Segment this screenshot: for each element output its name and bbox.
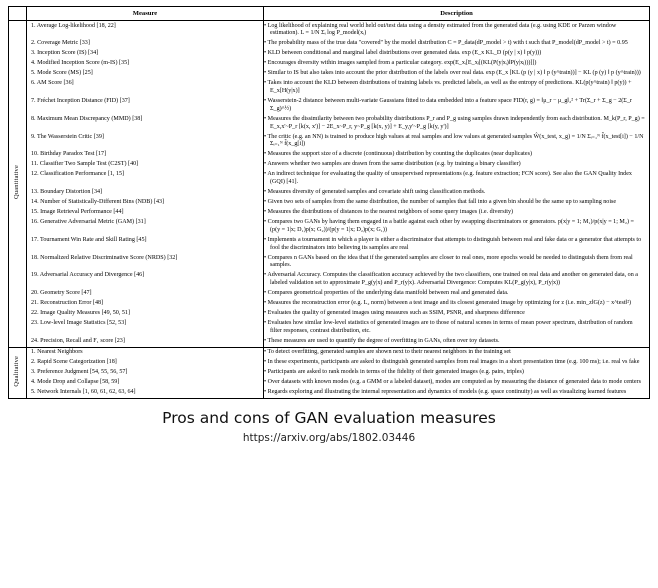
description-cell: • Regards exploring and illustrating the internal representation and dynamics of models (e.g. space continuity) as well as visualizing learned features xyxy=(264,388,627,395)
quantitative-group-label-cell xyxy=(9,21,27,347)
measures-table xyxy=(9,7,649,398)
paper-figure-page xyxy=(0,6,658,588)
measure-cell: 15. Image Retrieval Performance [44] xyxy=(27,208,264,218)
measure-cell: 19. Adversarial Accuracy and Divergence [46] xyxy=(27,271,264,289)
description-cell: • Log likelihood of explaining real world held out/test data using a density estimated from the generated data (e.g. using KDE or Parzen window estimation). L = 1/N Σᵢ log P_model(xᵢ) xyxy=(264,22,617,37)
table-row xyxy=(9,133,649,151)
measure-cell: 5. Network Internals [1, 60, 61, 62, 63, 64] xyxy=(27,388,264,398)
description-cell: • Participants are asked to rank models in terms of the fidelity of their generated images (e.g. pairs, triples) xyxy=(264,368,524,375)
table-row xyxy=(9,21,649,39)
description-cell: • Measures the support size of a discrete (continuous) distribution by counting the duplicates (near duplicates) xyxy=(264,151,532,158)
measure-cell: 20. Geometry Score [47] xyxy=(27,289,264,299)
table-row xyxy=(9,271,649,289)
description-cell: • Evaluates the quality of generated images using measures such as SSIM, PSNR, and sharpness difference xyxy=(264,310,525,317)
description-cell: • Wasserstein-2 distance between multi-variate Gaussians fitted to data embedded into a feature space FID(r, g) = ‖μ_r − μ_g‖₂² + Tr(Σ_r + Σ_g − 2(Σ_r Σ_g)^½) xyxy=(264,98,632,112)
measure-cell: 22. Image Quality Measures [49, 50, 51] xyxy=(27,309,264,319)
figure-caption: Pros and cons of GAN evaluation measures xyxy=(162,408,496,427)
group-column-header xyxy=(9,7,27,21)
table-row xyxy=(9,299,649,309)
description-cell: • Compares geometrical properties of the underlying data manifold between real and generated data. xyxy=(264,290,509,297)
measure-cell: 16. Generative Adversarial Metric (GAM) [31] xyxy=(27,218,264,236)
measure-cell: 1. Nearest Neighbors xyxy=(27,347,264,357)
source-url: https://arxiv.org/abs/1802.03446 xyxy=(242,431,416,444)
description-cell: • The critic (e.g. an NN) is trained to produce high values at real samples and low values at generated samples Ŵ(x_test, x_g) = 1/N Σᵢ₌₁ᴺ f̂(x_test[i]) − 1/N Σᵢ₌₁ᴺ f̂(x_g[i]) xyxy=(264,133,644,148)
description-cell: • Answers whether two samples are drawn from the same distribution (e.g. by training a binary classifier) xyxy=(264,161,521,168)
table-row xyxy=(9,368,649,378)
measure-cell: 7. Fréchet Inception Distance (FID) [37] xyxy=(27,97,264,115)
description-column-header: Description xyxy=(264,7,650,21)
table-row xyxy=(9,97,649,115)
description-cell: • Encourages diversity within images sampled from a particular category. exp(E_xᵢ[E_xⱼ[(KL(P(y|xᵢ)‖P(y|xⱼ)))]]) xyxy=(264,60,537,67)
table-row xyxy=(9,358,649,368)
description-cell: • Compares n GANs based on the idea that if the generated samples are closer to real ones, more epochs would be needed to distinguish them from real samples. xyxy=(264,254,633,269)
description-cell: • KLD between conditional and marginal label distributions over generated data. exp (E_x KL_D (p(y | x) ‖ p(y))) xyxy=(264,50,542,57)
description-cell: • Measures diversity of generated samples and covariate shift using classification methods. xyxy=(264,189,486,196)
table-head xyxy=(9,7,649,21)
description-cell: • Adversarial Accuracy. Computes the classification accuracy achieved by the two classifiers, one trained on real data and another on generated data, on a labeled validation set to approximate P_g(y|x) and P_r(y|x). Adversarial Divergence: Computes KL(P_g(y|x), P_r(y|x)) xyxy=(264,272,638,287)
table-row xyxy=(9,150,649,160)
quantitative-group-label: Quantitative xyxy=(13,165,21,200)
measure-cell: 8. Maximum Mean Discrepancy (MMD) [38] xyxy=(27,115,264,133)
table-row xyxy=(9,188,649,198)
measure-cell: 18. Normalized Relative Discriminative Score (NRDS) [32] xyxy=(27,254,264,272)
description-cell: • Measures the distributions of distances to the nearest neighbors of some query images (i.e. diversity) xyxy=(264,209,514,216)
measure-cell: 17. Tournament Win Rate and Skill Rating [45] xyxy=(27,236,264,254)
table-row xyxy=(9,388,649,398)
measure-cell: 6. AM Score [36] xyxy=(27,79,264,97)
table-row xyxy=(9,236,649,254)
description-cell: • Measures the reconstruction error (e.g. L₂ norm) between a test image and its closest generated image by optimizing for z (i.e. min_z‖G(z) − x^test‖²) xyxy=(264,300,632,307)
description-cell: • Given two sets of samples from the same distribution, the number of samples that fall into a given bin should be the same up to sampling noise xyxy=(264,199,617,206)
table-row xyxy=(9,115,649,133)
table-row xyxy=(9,254,649,272)
measure-cell: 13. Boundary Distortion [34] xyxy=(27,188,264,198)
qualitative-section xyxy=(9,347,649,397)
description-cell: • These measures are used to quantify the degree of overfitting in GANs, often over toy datasets. xyxy=(264,337,500,344)
table-row xyxy=(9,160,649,170)
description-cell: • Compares two GANs by having them engaged in a battle against each other by swapping discriminators or generators. p(x|y = 1; M₁)/p(x|y = 1; M₂) = (p(y = 1|x; D₁)p(x; G₂))/(p(y = 1|x; D₂)p(x; G₁)) xyxy=(264,219,634,233)
table-header-row xyxy=(9,7,649,21)
description-cell: • Evaluates how similar low-level statistics of generated images are to those of natural scenes in terms of mean power spectrum, distribution of random filter responses, contrast distribution, etc. xyxy=(264,320,633,334)
description-cell: • Measures the dissimilarity between two probability distributions P_r and P_g using samples drawn independently from each distribution. M_k(P_r, P_g) = E_x,x'~P_r [k(x, x')] − 2E_x~P_r, y~P_g [k(x, y)] + E_y,y'~P_g [k(y, y')] xyxy=(264,115,645,130)
measure-cell: 11. Classifier Two Sample Test (C2ST) [40] xyxy=(27,160,264,170)
measure-cell: 5. Mode Score (MS) [25] xyxy=(27,69,264,79)
table-row xyxy=(9,39,649,49)
table-row xyxy=(9,69,649,79)
description-cell: • To detect overfitting, generated samples are shown next to their nearest neighbors in the training set xyxy=(264,347,650,357)
description-cell: • Takes into account the KLD between distributions of training labels vs. predicted labels, as well as the entropy of predictions. KL(p(y^train) ‖ p(y)) + E_x[H(y|x)] xyxy=(264,80,632,95)
description-cell: • The probability mass of the true data "covered" by the model distribution C = P_data(dP_model > t) with t such that P_model(dP_model > t) = 0.95 xyxy=(264,40,628,47)
qualitative-group-label: Qualitative xyxy=(13,355,21,387)
table-row xyxy=(9,208,649,218)
measure-cell: 21. Reconstruction Error [48] xyxy=(27,299,264,309)
measure-cell: 4. Modified Inception Score (m-IS) [35] xyxy=(27,59,264,69)
table-row xyxy=(9,337,649,347)
measure-cell: 3. Preference Judgment [54, 55, 56, 57] xyxy=(27,368,264,378)
table-row xyxy=(9,378,649,388)
measure-cell: 1. Average Log-likelihood [18, 22] xyxy=(27,21,264,39)
measure-cell: 4. Mode Drop and Collapse [58, 59] xyxy=(27,378,264,388)
description-cell: • Similar to IS but also takes into account the prior distribution of the labels over real data. exp (E_x [KL (p (y | x) ‖ p (y^train))] − KL (p (y) ‖ p (y^train))) xyxy=(264,70,641,77)
measure-cell: 12. Classification Performance [1, 15] xyxy=(27,170,264,188)
measure-cell: 14. Number of Statistically-Different Bins (NDB) [43] xyxy=(27,198,264,208)
table-row xyxy=(9,218,649,236)
description-cell: • Over datasets with known modes (e.g. a GMM or a labeled dataset), modes are computed as by measuring the distance of generated data to mode centers xyxy=(264,378,641,385)
measure-cell: 23. Low-level Image Statistics [52, 53] xyxy=(27,319,264,337)
table-row xyxy=(9,198,649,208)
measure-cell: 9. The Wasserstein Critic [39] xyxy=(27,133,264,151)
description-cell: • An indirect technique for evaluating the quality of unsupervised representations (e.g. feature extraction; FCN score). See also the GAN Quality Index (GQI) [41]. xyxy=(264,171,632,186)
table-row xyxy=(9,49,649,59)
table-row xyxy=(9,319,649,337)
table-row xyxy=(9,347,649,357)
table-row xyxy=(9,79,649,97)
description-cell: • In these experiments, participants are asked to distinguish generated samples from real images in a short presentation time (e.g. 100 ms); i.e. real vs fake xyxy=(264,358,640,365)
table-row xyxy=(9,289,649,299)
measure-cell: 24. Precision, Recall and F₁ score [23] xyxy=(27,337,264,347)
description-cell: • Implements a tournament in which a player is either a discriminator that attempts to distinguish between real and fake data or a generator that attempts to fool the discriminators into believing its samples are real xyxy=(264,236,642,251)
measure-column-header: Measure xyxy=(27,7,264,21)
table-row xyxy=(9,170,649,188)
gan-evaluation-measures-table xyxy=(8,6,650,399)
table-row xyxy=(9,309,649,319)
measure-cell: 3. Inception Score (IS) [34] xyxy=(27,49,264,59)
measure-cell: 2. Rapid Scene Categorization [18] xyxy=(27,358,264,368)
measure-cell: 2. Coverage Metric [33] xyxy=(27,39,264,49)
measure-cell: 10. Birthday Paradox Test [17] xyxy=(27,150,264,160)
quantitative-section xyxy=(9,21,649,347)
qualitative-group-label-cell xyxy=(9,347,27,397)
table-row xyxy=(9,59,649,69)
